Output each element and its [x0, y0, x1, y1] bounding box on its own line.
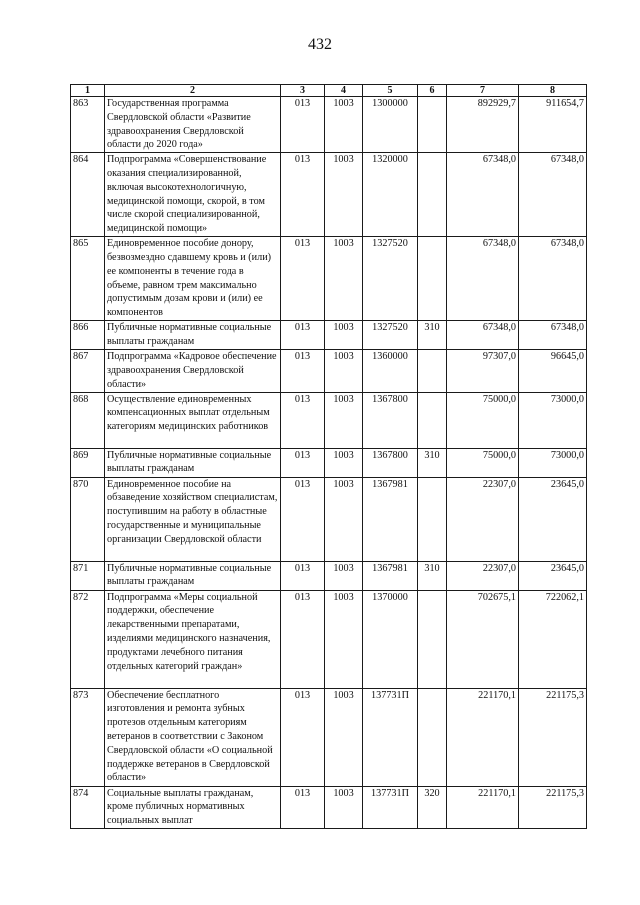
row-name: Подпрограмма «Совершенствование оказания специализированной, включая высокотехнологичную, медицинской помощи, скорой, в том числе скорой специализированной, медицинской помощи» [105, 153, 281, 237]
table-row [71, 477, 587, 561]
row-col-6 [418, 477, 447, 561]
header-col-1: 1 [71, 85, 105, 97]
row-col-6: 320 [418, 786, 447, 828]
row-col-3: 013 [281, 350, 325, 392]
row-col-5: 1367800 [363, 448, 418, 477]
row-col-5: 1367981 [363, 477, 418, 561]
row-number: 863 [71, 97, 105, 153]
row-col-7: 67348,0 [447, 153, 519, 237]
row-col-3: 013 [281, 97, 325, 153]
row-col-3: 013 [281, 392, 325, 448]
row-col-5: 137731П [363, 786, 418, 828]
row-name: Социальные выплаты гражданам, кроме публичных нормативных социальных выплат [105, 786, 281, 828]
row-number: 873 [71, 688, 105, 786]
header-col-2: 2 [105, 85, 281, 97]
row-col-4: 1003 [325, 561, 363, 590]
row-number: 866 [71, 321, 105, 350]
header-col-5: 5 [363, 85, 418, 97]
row-col-8: 67348,0 [519, 237, 587, 321]
row-col-5: 1320000 [363, 153, 418, 237]
row-col-7: 75000,0 [447, 448, 519, 477]
table-row [71, 786, 587, 828]
row-col-8: 23645,0 [519, 477, 587, 561]
row-number: 868 [71, 392, 105, 448]
row-col-8: 67348,0 [519, 153, 587, 237]
budget-table [70, 84, 587, 829]
row-col-7: 221170,1 [447, 688, 519, 786]
row-col-8: 722062,1 [519, 590, 587, 688]
row-name: Единовременное пособие на обзаведение хозяйством специалистам, поступившим на работу в областные государственные и муниципальные организации Свердловской области [105, 477, 281, 561]
row-col-5: 1300000 [363, 97, 418, 153]
row-name: Публичные нормативные социальные выплаты гражданам [105, 561, 281, 590]
row-number: 872 [71, 590, 105, 688]
row-col-8: 221175,3 [519, 688, 587, 786]
header-col-6: 6 [418, 85, 447, 97]
row-col-7: 67348,0 [447, 321, 519, 350]
row-col-3: 013 [281, 153, 325, 237]
table-row [71, 321, 587, 350]
row-col-3: 013 [281, 786, 325, 828]
row-col-6 [418, 392, 447, 448]
row-number: 874 [71, 786, 105, 828]
row-col-6: 310 [418, 561, 447, 590]
row-col-3: 013 [281, 688, 325, 786]
table-row [71, 350, 587, 392]
table-row [71, 153, 587, 237]
header-row [71, 85, 587, 97]
table-row [71, 97, 587, 153]
row-number: 864 [71, 153, 105, 237]
row-col-3: 013 [281, 237, 325, 321]
row-col-6: 310 [418, 321, 447, 350]
row-col-4: 1003 [325, 448, 363, 477]
row-col-7: 702675,1 [447, 590, 519, 688]
row-col-7: 22307,0 [447, 561, 519, 590]
row-col-5: 1360000 [363, 350, 418, 392]
row-col-5: 1367800 [363, 392, 418, 448]
row-col-6 [418, 153, 447, 237]
row-col-6 [418, 688, 447, 786]
row-number: 869 [71, 448, 105, 477]
row-col-4: 1003 [325, 392, 363, 448]
row-col-3: 013 [281, 590, 325, 688]
row-number: 867 [71, 350, 105, 392]
row-col-4: 1003 [325, 350, 363, 392]
row-col-4: 1003 [325, 237, 363, 321]
header-col-7: 7 [447, 85, 519, 97]
row-col-6 [418, 97, 447, 153]
row-col-8: 911654,7 [519, 97, 587, 153]
header-col-4: 4 [325, 85, 363, 97]
row-number: 865 [71, 237, 105, 321]
row-col-4: 1003 [325, 590, 363, 688]
row-col-5: 1370000 [363, 590, 418, 688]
row-col-4: 1003 [325, 153, 363, 237]
row-col-8: 221175,3 [519, 786, 587, 828]
row-col-5: 137731П [363, 688, 418, 786]
row-col-7: 97307,0 [447, 350, 519, 392]
row-col-4: 1003 [325, 321, 363, 350]
row-name: Единовременное пособие донору, безвозмездно сдавшему кровь и (или) ее компоненты в течение года в объеме, равном трем максимально допустимым дозам крови и (или) ее компонентов [105, 237, 281, 321]
row-col-6: 310 [418, 448, 447, 477]
row-col-8: 67348,0 [519, 321, 587, 350]
row-col-4: 1003 [325, 477, 363, 561]
row-name: Публичные нормативные социальные выплаты гражданам [105, 321, 281, 350]
row-col-6 [418, 237, 447, 321]
page-number: 432 [308, 36, 332, 53]
table-row [71, 237, 587, 321]
row-col-7: 67348,0 [447, 237, 519, 321]
row-col-3: 013 [281, 448, 325, 477]
row-col-4: 1003 [325, 786, 363, 828]
row-name: Осуществление единовременных компенсационных выплат отдельным категориям медицинских работников [105, 392, 281, 448]
row-col-7: 75000,0 [447, 392, 519, 448]
row-col-5: 1367981 [363, 561, 418, 590]
row-col-5: 1327520 [363, 237, 418, 321]
row-col-6 [418, 590, 447, 688]
row-name: Публичные нормативные социальные выплаты гражданам [105, 448, 281, 477]
row-col-4: 1003 [325, 97, 363, 153]
row-col-8: 73000,0 [519, 448, 587, 477]
table-row [71, 448, 587, 477]
row-col-3: 013 [281, 321, 325, 350]
row-col-7: 892929,7 [447, 97, 519, 153]
row-col-4: 1003 [325, 688, 363, 786]
header-col-8: 8 [519, 85, 587, 97]
row-col-8: 73000,0 [519, 392, 587, 448]
row-col-8: 96645,0 [519, 350, 587, 392]
row-col-7: 22307,0 [447, 477, 519, 561]
table-row [71, 392, 587, 448]
row-number: 871 [71, 561, 105, 590]
row-col-3: 013 [281, 561, 325, 590]
table-row [71, 561, 587, 590]
row-name: Государственная программа Свердловской области «Развитие здравоохранения Свердловской области до 2020 года» [105, 97, 281, 153]
header-col-3: 3 [281, 85, 325, 97]
row-name: Подпрограмма «Кадровое обеспечение здравоохранения Свердловской области» [105, 350, 281, 392]
row-col-7: 221170,1 [447, 786, 519, 828]
row-col-8: 23645,0 [519, 561, 587, 590]
row-col-5: 1327520 [363, 321, 418, 350]
table-row [71, 590, 587, 688]
row-col-6 [418, 350, 447, 392]
row-name: Подпрограмма «Меры социальной поддержки, обеспечение лекарственными препаратами, изделиями медицинского назначения, продуктами лечебного питания отдельных категорий граждан» [105, 590, 281, 688]
row-col-3: 013 [281, 477, 325, 561]
table-row [71, 688, 587, 786]
row-number: 870 [71, 477, 105, 561]
row-name: Обеспечение бесплатного изготовления и ремонта зубных протезов отдельным категориям ветеранов в соответствии с Законом Свердловской области «О социальной поддержке ветеранов в Свердловской области» [105, 688, 281, 786]
